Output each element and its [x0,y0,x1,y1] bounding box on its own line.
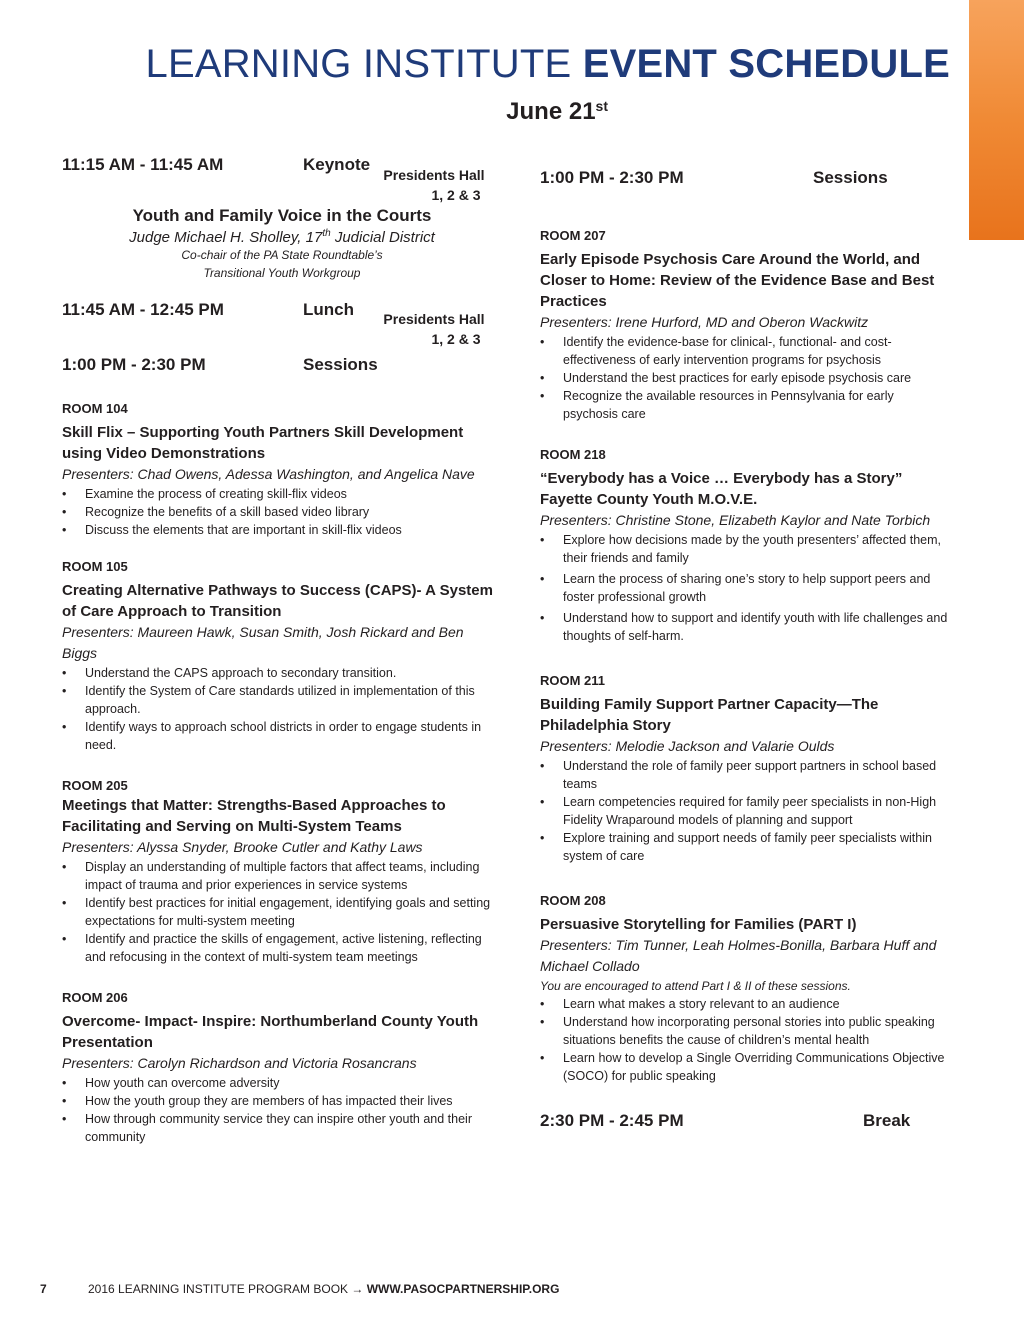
date-text: June 21 [506,98,596,125]
session-room-205 [62,778,502,966]
keynote-note-2: Transitional Youth Workgroup [203,266,361,280]
keynote-label: Keynote [303,155,371,174]
objective-item: • Identify best practices for initial engagement, identifying goals and setting expectations for multi-system meeting [62,894,502,930]
sessions-row-right [540,168,950,194]
keynote-speaker [62,228,502,246]
session-presenters: Presenters: Chad Owens, Adessa Washington, and Angelica Nave [62,466,475,482]
objective-item: • Learn the process of sharing one’s story to help support peers and foster professional growth [540,570,950,606]
room-number: ROOM 205 [62,778,128,793]
session-room-207 [540,228,950,423]
session-room-208 [540,893,950,1085]
session-room-104 [62,401,502,539]
objective-item: • Learn how to develop a Single Overriding Communications Objective (SOCO) for public speaking [540,1049,950,1085]
session-objectives [540,995,950,1085]
keynote-title: Youth and Family Voice in the Courts [132,206,432,225]
keynote-note-1: Co-chair of the PA State Roundtable’s [181,248,383,262]
right-column [540,168,950,1137]
objective-item: • Identify ways to approach school districts in order to engage students in need. [62,718,502,754]
room-number: ROOM 211 [540,673,606,688]
sessions-time-right: 1:00 PM - 2:30 PM [540,168,684,187]
session-title: “Everybody has a Voice … Everybody has a Story” Fayette County Youth M.O.V.E. [540,470,903,508]
lunch-location [378,309,490,349]
objective-item: • Understand how incorporating personal stories into public speaking situations benefits the cause of children’s mental health [540,1013,950,1049]
keynote-location [378,165,490,205]
session-objectives [62,485,502,539]
session-presenters: Presenters: Melodie Jackson and Valarie Oulds [540,738,835,754]
footer-text [88,1282,559,1296]
break-time: 2:30 PM - 2:45 PM [540,1111,684,1130]
speaker-sup: th [322,228,331,239]
lunch-row [62,300,502,347]
session-title: Creating Alternative Pathways to Success (CAPS)- A System of Care Approach to Transition [62,582,493,620]
session-presenters: Presenters: Irene Hurford, MD and Oberon Wackwitz [540,314,869,330]
sessions-label-right: Sessions [813,168,888,187]
keynote-row [62,155,502,203]
session-objectives [62,664,502,754]
room-number: ROOM 208 [540,893,606,908]
objective-item: • Understand the best practices for early episode psychosis care [540,369,950,387]
session-title: Persuasive Storytelling for Families (PART I) [540,916,857,933]
objective-item: • How youth can overcome adversity [62,1074,502,1092]
lunch-label: Lunch [303,300,354,319]
objective-item: • Discuss the elements that are important in skill-flix videos [62,521,502,539]
session-presenters: Presenters: Carolyn Richardson and Victoria Rosancrans [62,1055,417,1071]
objective-item: • Identify the System of Care standards utilized in implementation of this approach. [62,682,502,718]
session-room-206 [62,990,502,1146]
sessions-row-left [62,355,502,381]
lunch-hall-rooms: 1, 2 & 3 [431,331,481,347]
objective-item: • Identify the evidence-base for clinical-, functional- and cost-effectiveness of early intervention programs for psychosis [540,333,950,369]
arrow-right-icon: → [351,1282,364,1296]
session-objectives [540,531,950,645]
room-number: ROOM 206 [62,990,128,1005]
session-presenters: Presenters: Alyssa Snyder, Brooke Cutler and Kathy Laws [62,839,423,855]
session-title: Overcome- Impact- Inspire: Northumberland County Youth Presentation [62,1013,479,1051]
lunch-time: 11:45 AM - 12:45 PM [62,300,224,319]
page-number: 7 [40,1282,47,1296]
page-date [0,98,608,126]
speaker-district: Judicial District [330,229,435,246]
keynote-hall-rooms: 1, 2 & 3 [431,187,481,203]
keynote-time: 11:15 AM - 11:45 AM [62,155,224,174]
objective-item: • Learn competencies required for family peer specialists in non-High Fidelity Wraparound models of planning and support [540,793,950,829]
session-title: Skill Flix – Supporting Youth Partners Skill Development using Video Demonstrations [62,424,464,462]
objective-item: • Explore training and support needs of family peer specialists within system of care [540,829,950,865]
session-title: Early Episode Psychosis Care Around the World, and Closer to Home: Review of the Evidence Base and Best Practices [540,251,935,310]
objective-item: • How through community service they can inspire other youth and their community [62,1110,502,1146]
objective-item: • Identify and practice the skills of engagement, active listening, reflecting and refocusing in the context of multi-system team meetings [62,930,502,966]
sessions-time-left: 1:00 PM - 2:30 PM [62,355,206,374]
page-title [0,42,950,87]
website-link[interactable]: WWW.PASOCPARTNERSHIP.ORG [363,1282,560,1296]
session-objectives [62,858,502,966]
left-column [62,155,502,1146]
room-number: ROOM 207 [540,228,606,243]
objective-item: • Learn what makes a story relevant to an audience [540,995,950,1013]
session-title: Building Family Support Partner Capacity—The Philadelphia Story [540,696,879,734]
break-row [540,1111,950,1137]
session-presenters: Presenters: Tim Tunner, Leah Holmes-Bonilla, Barbara Huff and Michael Collado [540,937,937,974]
speaker-name: Judge Michael H. Sholley, 17 [129,229,323,246]
objective-item: • Display an understanding of multiple factors that affect teams, including impact of trauma and prior experiences in service systems [62,858,502,894]
session-objectives [62,1074,502,1146]
room-number: ROOM 218 [540,447,606,462]
objective-item: • Recognize the benefits of a skill based video library [62,503,502,521]
session-objectives [540,333,950,423]
session-presenters: Presenters: Christine Stone, Elizabeth Kaylor and Nate Torbich [540,512,931,528]
objective-item: • Understand the CAPS approach to secondary transition. [62,664,502,682]
objective-item: • Recognize the available resources in Pennsylvania for early psychosis care [540,387,950,423]
break-label: Break [863,1111,911,1130]
objective-item: • How the youth group they are members of has impacted their lives [62,1092,502,1110]
session-room-211 [540,673,950,865]
title-light: LEARNING INSTITUTE [145,42,583,86]
session-title: Meetings that Matter: Strengths-Based Approaches to Facilitating and Serving on Multi-System Teams [62,797,446,835]
session-room-105 [62,559,502,754]
sessions-label-left: Sessions [303,355,378,374]
objective-item: • Examine the process of creating skill-flix videos [62,485,502,503]
session-room-218 [540,447,950,645]
room-number: ROOM 105 [62,559,128,574]
lunch-hall: Presidents Hall [383,311,485,327]
objective-item: • Understand how to support and identify youth with life challenges and thoughts of self-harm. [540,609,950,645]
objective-item: • Understand the role of family peer support partners in school based teams [540,757,950,793]
program-book-label: 2016 LEARNING INSTITUTE PROGRAM BOOK [88,1282,352,1296]
session-objectives [540,757,950,865]
keynote-hall: Presidents Hall [383,167,485,183]
session-presenters: Presenters: Maureen Hawk, Susan Smith, Josh Rickard and Ben Biggs [62,624,464,661]
session-note: You are encouraged to attend Part I & II of these sessions. [540,979,851,993]
room-number: ROOM 104 [62,401,128,416]
date-suffix: st [595,98,608,114]
objective-item: • Explore how decisions made by the youth presenters’ affected them, their friends and family [540,531,950,567]
orange-side-tab [969,0,1024,240]
title-bold: EVENT SCHEDULE [582,42,950,86]
